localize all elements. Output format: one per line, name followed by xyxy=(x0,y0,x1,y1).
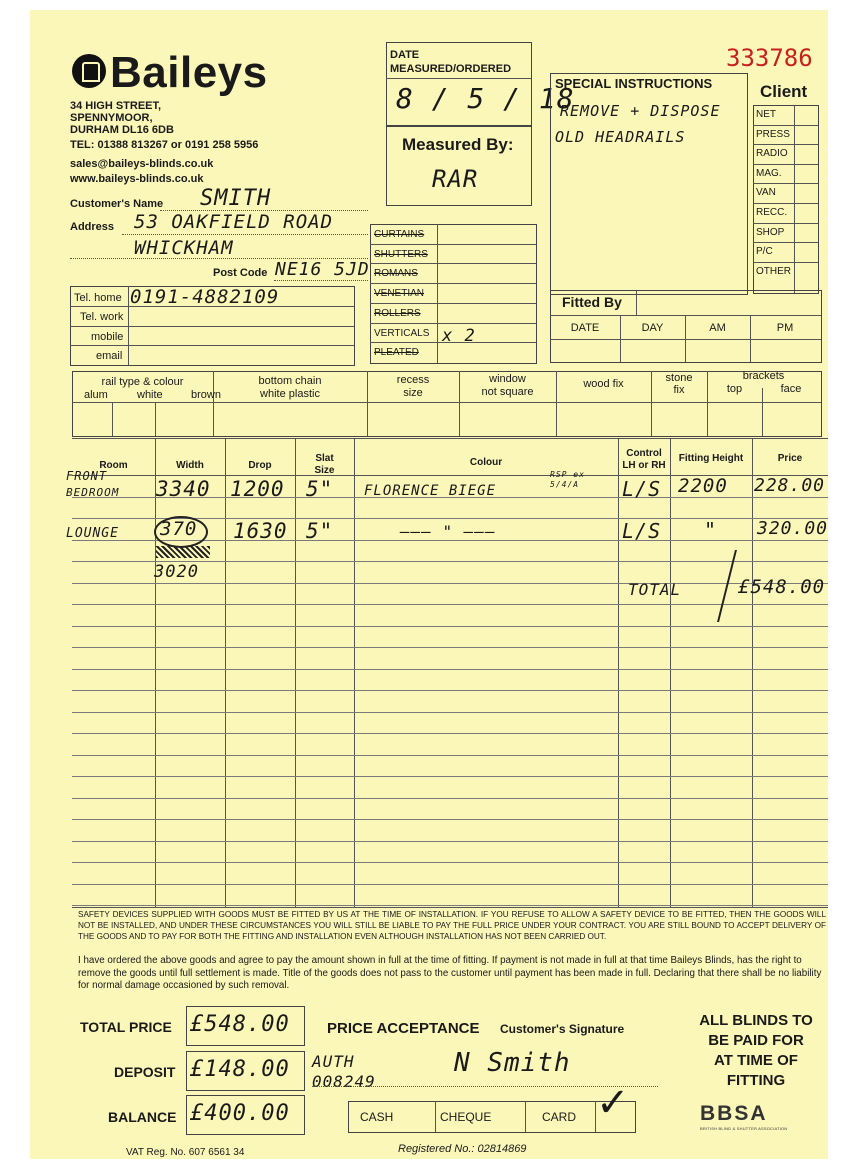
total-price-label: TOTAL PRICE xyxy=(80,1019,172,1035)
brackets-label: brackets xyxy=(742,370,785,382)
bottom-chain-sub: white plastic xyxy=(260,388,320,400)
company-web: www.baileys-blinds.co.uk xyxy=(70,173,204,185)
tel-home-label: Tel. home xyxy=(74,292,122,304)
alum-label: alum xyxy=(84,389,108,401)
header-slat-size: Size xyxy=(314,465,335,476)
row1-drop: 1200 xyxy=(230,477,285,501)
balance-value: £400.00 xyxy=(190,1101,290,1126)
row2-slat: 5" xyxy=(306,519,334,543)
measured-by-value: RAR xyxy=(432,165,479,193)
notice-line-4: FITTING xyxy=(726,1072,786,1089)
company-address-1: 34 HIGH STREET, xyxy=(70,100,162,112)
special-instructions-text-1: REMOVE + DISPOSE xyxy=(560,102,721,120)
header-fitting-height: Fitting Height xyxy=(678,453,744,464)
product-option: VENETIAN xyxy=(374,288,425,300)
row1-colour: FLORENCE BIEGE xyxy=(364,483,497,499)
company-tel: TEL: 01388 813267 or 0191 258 5956 xyxy=(70,139,259,151)
fitted-am-label: AM xyxy=(709,322,726,334)
company-email: sales@baileys-blinds.co.uk xyxy=(70,158,214,170)
date-label-1: DATE xyxy=(390,49,420,61)
customer-address-1: 53 OAKFIELD ROAD xyxy=(134,211,334,233)
stone-sub: fix xyxy=(673,384,685,396)
cash-option[interactable]: CASH xyxy=(360,1110,394,1124)
fitted-date-label: DATE xyxy=(570,322,600,334)
client-item: MAG. xyxy=(756,167,782,179)
product-option: PLEATED xyxy=(374,347,419,359)
balance-label: BALANCE xyxy=(108,1109,177,1125)
customer-name: SMITH xyxy=(200,186,272,211)
product-option: CURTAINS xyxy=(374,229,425,240)
client-item: RADIO xyxy=(756,148,788,160)
row2-control: L/S xyxy=(622,519,662,543)
rail-label: rail type & colour xyxy=(101,376,184,388)
notice-line-1: ALL BLINDS TO xyxy=(699,1012,813,1029)
postcode-label: Post Code xyxy=(213,267,268,279)
row1-control: L/S xyxy=(622,477,662,501)
notice-line-3: AT TIME OF xyxy=(714,1052,798,1069)
brackets-face-label: face xyxy=(780,383,802,395)
card-option[interactable]: CARD xyxy=(542,1110,577,1124)
product-option: SHUTTERS xyxy=(374,248,428,260)
client-item: NET xyxy=(756,109,776,120)
special-instructions-text-2: OLD HEADRAILS xyxy=(555,128,686,146)
client-item: VAN xyxy=(756,187,776,199)
measured-by-label: Measured By: xyxy=(402,135,514,154)
date-value: 8 / 5 / 18 xyxy=(396,82,575,115)
tel-home-value: 0191-4882109 xyxy=(130,286,280,308)
row2-room: LOUNGE xyxy=(66,526,119,541)
row2-crossed-value xyxy=(156,546,210,558)
special-instructions-label: SPECIAL INSTRUCTIONS xyxy=(555,76,713,91)
customer-name-label: Customer's Name xyxy=(70,198,164,210)
order-terms: I have ordered the above goods and agree to pay the amount shown in full at the time of fitting. If payment is not made in full at that time Baileys Blinds, has the right to remove the goods until full settlement is made. Title of the goods does not pass to the customer until payment has been made in full. Declaring that there shall be no liability for normal damage occasioned by such removal. xyxy=(78,955,822,991)
header-price: Price xyxy=(777,453,803,464)
table-total: £548.00 xyxy=(738,576,826,598)
brackets-top-label: top xyxy=(726,383,743,395)
product-option: VERTICALS xyxy=(374,327,430,339)
recess-label: recess xyxy=(396,374,430,386)
row1-slat: 5" xyxy=(306,477,334,501)
cheque-option[interactable]: CHEQUE xyxy=(440,1110,492,1124)
card-tick-icon: ✓ xyxy=(596,1081,630,1125)
row2-colour: ——— " ——— xyxy=(400,522,496,541)
notice-line-2: BE PAID FOR xyxy=(708,1032,804,1049)
window-sub: not square xyxy=(481,386,534,398)
tel-work-label: Tel. work xyxy=(80,311,124,323)
customer-address-2: WHICKHAM xyxy=(134,237,234,259)
header-drop: Drop xyxy=(248,460,272,471)
client-item: P/C xyxy=(756,246,773,258)
client-item: OTHER xyxy=(756,265,791,277)
wood-fix-label: wood fix xyxy=(583,378,624,390)
row1-price: 228.00 xyxy=(754,475,826,496)
price-acceptance-label: PRICE ACCEPTANCE xyxy=(327,1020,480,1037)
client-item: SHOP xyxy=(756,226,785,238)
verticals-quantity: x 2 xyxy=(442,326,476,346)
total-price-value: £548.00 xyxy=(190,1012,290,1037)
fitted-day-label: DAY xyxy=(641,322,664,334)
row1-colour-note: RSP ex 5/4/A xyxy=(550,470,585,489)
row2-fitting: " xyxy=(704,518,718,542)
white-label: white xyxy=(137,389,163,401)
recess-sub: size xyxy=(403,387,423,399)
row2-drop: 1630 xyxy=(233,519,288,543)
fitted-by-label: Fitted By xyxy=(562,294,622,310)
stone-label: stone xyxy=(665,372,693,384)
row2-width: 370 xyxy=(160,518,198,540)
company-address-3: DURHAM DL16 6DB xyxy=(70,124,174,136)
date-label-2: MEASURED/ORDERED xyxy=(390,63,512,75)
row1-room-2: BEDROOM xyxy=(66,486,120,499)
client-item: RECC. xyxy=(756,207,788,218)
baileys-logo-inner xyxy=(82,62,100,82)
table-total-label: TOTAL xyxy=(628,580,682,599)
mobile-label: mobile xyxy=(91,331,124,343)
row1-fitting: 2200 xyxy=(678,475,728,497)
row2-price: 320.00 xyxy=(757,518,829,539)
fitted-pm-label: PM xyxy=(776,322,794,334)
email-label: email xyxy=(96,350,123,362)
company-address-2: SPENNYMOOR, xyxy=(70,112,153,124)
customer-signature-label: Customer's Signature xyxy=(500,1022,625,1036)
client-item: PRESS xyxy=(756,128,790,140)
deposit-label: DEPOSIT xyxy=(114,1064,176,1080)
header-room: Room xyxy=(99,460,128,471)
safety-terms: SAFETY DEVICES SUPPLIED WITH GOODS MUST BE FITTED BY US AT THE TIME OF INSTALLATION. IF YOU REFUSE TO ALLOW A SAFETY DEVICE TO BE FITTED, THEN THE GOODS WILL NOT BE INSTALLED, AND UNDER THESE CIRCUMSTANCES YOU WILL STILL BE LIABLE TO PAY THE FULL PRICE UNDER YOUR CONTRACT. YOU ARE STILL BOUND TO ACCEPT DELIVERY OF THE GOODS AND TO PAY FOR BOTH THE FITTING AND INSTALLATION EVEN ALTHOUGH INSTALLATION HAS NOT BEEN CARRIED OUT. xyxy=(78,910,826,941)
address-label: Address xyxy=(70,221,115,233)
customer-postcode: NE16 5JD xyxy=(275,259,370,280)
row1-room-1: FRONT xyxy=(66,469,108,483)
bbsa-sub: BRITISH BLIND & SHUTTER ASSOCIATION xyxy=(700,1126,788,1131)
vat-number: VAT Reg. No. 607 6561 34 xyxy=(126,1147,245,1158)
brown-label: brown xyxy=(191,389,221,401)
header-width: Width xyxy=(176,460,204,471)
header-control-sub: LH or RH xyxy=(622,460,666,471)
window-label: window xyxy=(489,373,526,385)
header-colour: Colour xyxy=(469,457,503,468)
header-control: Control xyxy=(626,448,662,459)
deposit-value: £148.00 xyxy=(190,1057,290,1082)
order-form-sheet xyxy=(30,10,828,1159)
order-number: 333786 xyxy=(726,44,813,72)
row2-width-extra: 3020 xyxy=(154,562,199,582)
row1-width: 3340 xyxy=(156,477,211,501)
client-label: Client xyxy=(760,82,808,101)
product-option: ROMANS xyxy=(374,268,418,280)
product-option: ROLLERS xyxy=(374,307,421,319)
company-name: Baileys xyxy=(110,48,268,97)
registered-number: Registered No.: 02814869 xyxy=(398,1143,527,1155)
auth-code: AUTH 008249 xyxy=(312,1052,376,1091)
bottom-chain-label: bottom chain xyxy=(258,375,322,387)
header-slat: Slat xyxy=(315,453,334,464)
customer-signature: N Smith xyxy=(454,1048,571,1078)
bbsa-logo: BBSA xyxy=(700,1102,768,1125)
